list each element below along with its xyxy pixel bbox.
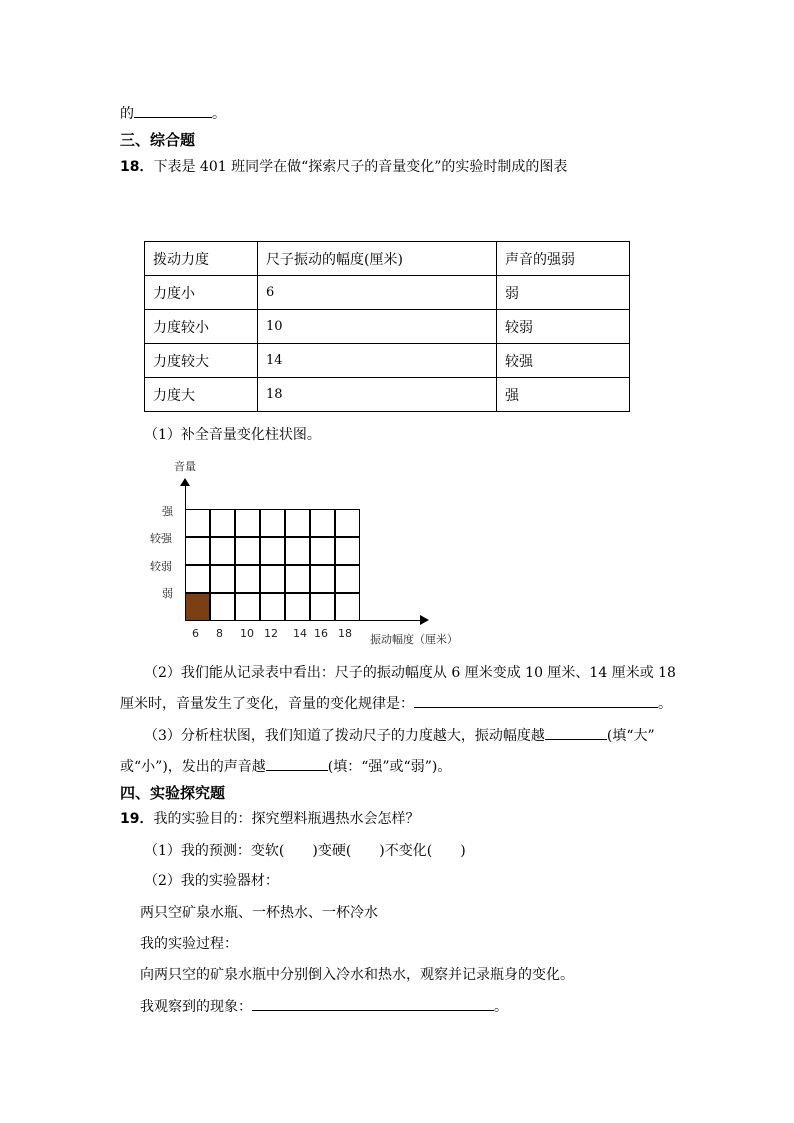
section-title-3: 三、综合题 <box>120 131 196 149</box>
section-title-4: 四、实验探究题 <box>120 784 226 802</box>
grid-cell[interactable] <box>185 509 210 537</box>
q19-observation-end: 。 <box>494 999 508 1015</box>
y-level-label: 强 <box>162 505 173 518</box>
sub-question-3-hint: (填“大” <box>606 728 655 744</box>
q19-observation <box>140 996 508 1016</box>
grid-cell[interactable] <box>235 509 260 537</box>
grid-cell[interactable] <box>185 565 210 593</box>
table-cell: 18 <box>258 378 497 412</box>
question-18-stem <box>120 156 567 176</box>
table-row <box>145 378 630 412</box>
sub-question-2-end: 。 <box>658 696 672 712</box>
table-row <box>145 344 630 378</box>
prev-text: 的 <box>120 106 134 122</box>
table-cell: 力度较小 <box>145 310 258 344</box>
y-axis-arrow-icon <box>180 478 190 486</box>
table-cell: 力度较大 <box>145 344 258 378</box>
y-level-label: 较强 <box>150 532 172 545</box>
sub-question-2-text: 厘米时，音量发生了变化，音量的变化规律是： <box>120 696 414 712</box>
grid-cell[interactable] <box>235 537 260 565</box>
sub-question-2-line1: （2）我们能从记录表中看出：尺子的振动幅度从 6 厘米变成 10 厘米、14 厘米或 18 <box>144 665 676 681</box>
table-header: 尺子振动的幅度(厘米) <box>258 242 497 276</box>
table-cell: 力度大 <box>145 378 258 412</box>
table-row <box>145 310 630 344</box>
answer-blank[interactable] <box>266 756 328 771</box>
grid-cell[interactable] <box>260 509 285 537</box>
grid-cell[interactable] <box>285 565 310 593</box>
question-number: 18． <box>120 159 154 175</box>
question-text: 我的实验目的：探究塑料瓶遇热水会怎样？ <box>153 811 420 827</box>
sub-question-3-line2 <box>120 756 451 776</box>
x-axis-title: 振动幅度（厘米） <box>370 633 458 646</box>
sub-question-3-hint: (填：“强”或“弱”)。 <box>327 759 452 775</box>
x-tick-label: 12 <box>264 627 278 640</box>
table-header-row <box>145 242 630 276</box>
data-table <box>144 241 630 412</box>
grid-cell[interactable] <box>185 537 210 565</box>
y-axis-title: 音量 <box>174 460 196 473</box>
sub-question-2-line2 <box>120 693 672 713</box>
grid-cell[interactable] <box>285 593 310 621</box>
answer-blank[interactable] <box>545 725 607 740</box>
answer-blank[interactable] <box>252 996 494 1011</box>
grid-cell[interactable] <box>210 593 235 621</box>
sub-question-1: （1）补全音量变化柱状图。 <box>144 427 321 443</box>
table-row <box>145 276 630 310</box>
answer-blank[interactable] <box>414 693 658 708</box>
sub-question-3-text: （3）分析柱状图，我们知道了拨动尺子的力度越大，振动幅度越 <box>144 728 545 744</box>
question-number: 19． <box>120 811 154 827</box>
grid-cell[interactable] <box>210 565 235 593</box>
table-cell: 6 <box>258 276 497 310</box>
table-cell: 14 <box>258 344 497 378</box>
sub-question-3-text: 或“小”)，发出的声音越 <box>120 759 266 775</box>
table-cell: 较强 <box>497 344 630 378</box>
x-tick-label: 10 <box>240 627 254 640</box>
q19-observation-label: 我观察到的现象： <box>140 999 252 1015</box>
x-tick-label: 6 <box>192 627 199 640</box>
grid-cell[interactable] <box>310 509 335 537</box>
grid-cell[interactable] <box>285 509 310 537</box>
bar-6cm-weak <box>185 593 210 621</box>
grid-cell[interactable] <box>335 537 360 565</box>
grid-cell[interactable] <box>310 565 335 593</box>
sub-question-3-line1 <box>144 725 655 745</box>
prev-question-tail <box>120 103 226 123</box>
q19-materials: 两只空矿泉水瓶、一杯热水、一杯冷水 <box>140 905 378 921</box>
grid-cell[interactable] <box>235 565 260 593</box>
grid-cell[interactable] <box>285 537 310 565</box>
grid-cell[interactable] <box>260 565 285 593</box>
x-tick-label: 18 <box>338 627 352 640</box>
x-tick-label: 16 <box>314 627 328 640</box>
x-tick-label: 8 <box>216 627 223 640</box>
grid-cell[interactable] <box>210 509 235 537</box>
answer-blank[interactable] <box>134 103 212 118</box>
x-tick-label: 14 <box>293 627 307 640</box>
table-header: 拨动力度 <box>145 242 258 276</box>
table-cell: 力度小 <box>145 276 258 310</box>
table-cell: 强 <box>497 378 630 412</box>
y-level-label: 较弱 <box>150 560 172 573</box>
table-cell: 较弱 <box>497 310 630 344</box>
table-cell: 10 <box>258 310 497 344</box>
table-header: 声音的强弱 <box>497 242 630 276</box>
q19-process: 向两只空的矿泉水瓶中分别倒入冷水和热水，观察并记录瓶身的变化。 <box>140 967 574 983</box>
q19-materials-label: （2）我的实验器材： <box>144 873 279 889</box>
grid-cell[interactable] <box>335 565 360 593</box>
x-axis-arrow-icon <box>420 615 429 625</box>
question-19-stem <box>120 808 419 828</box>
q19-process-label: 我的实验过程： <box>140 936 238 952</box>
q19-prediction: （1）我的预测：变软( )变硬( )不变化( ) <box>144 843 466 859</box>
grid-cell[interactable] <box>260 537 285 565</box>
grid-cell[interactable] <box>210 537 235 565</box>
grid-cell[interactable] <box>310 537 335 565</box>
grid-cell[interactable] <box>335 509 360 537</box>
grid-cell[interactable] <box>335 593 360 621</box>
question-text: 下表是 401 班同学在做“探索尺子的音量变化”的实验时制成的图表 <box>153 159 568 175</box>
grid-cell[interactable] <box>235 593 260 621</box>
table-cell: 弱 <box>497 276 630 310</box>
prev-text-end: 。 <box>212 106 226 122</box>
grid-cell[interactable] <box>260 593 285 621</box>
grid-cell[interactable] <box>310 593 335 621</box>
y-level-label: 弱 <box>162 587 173 600</box>
